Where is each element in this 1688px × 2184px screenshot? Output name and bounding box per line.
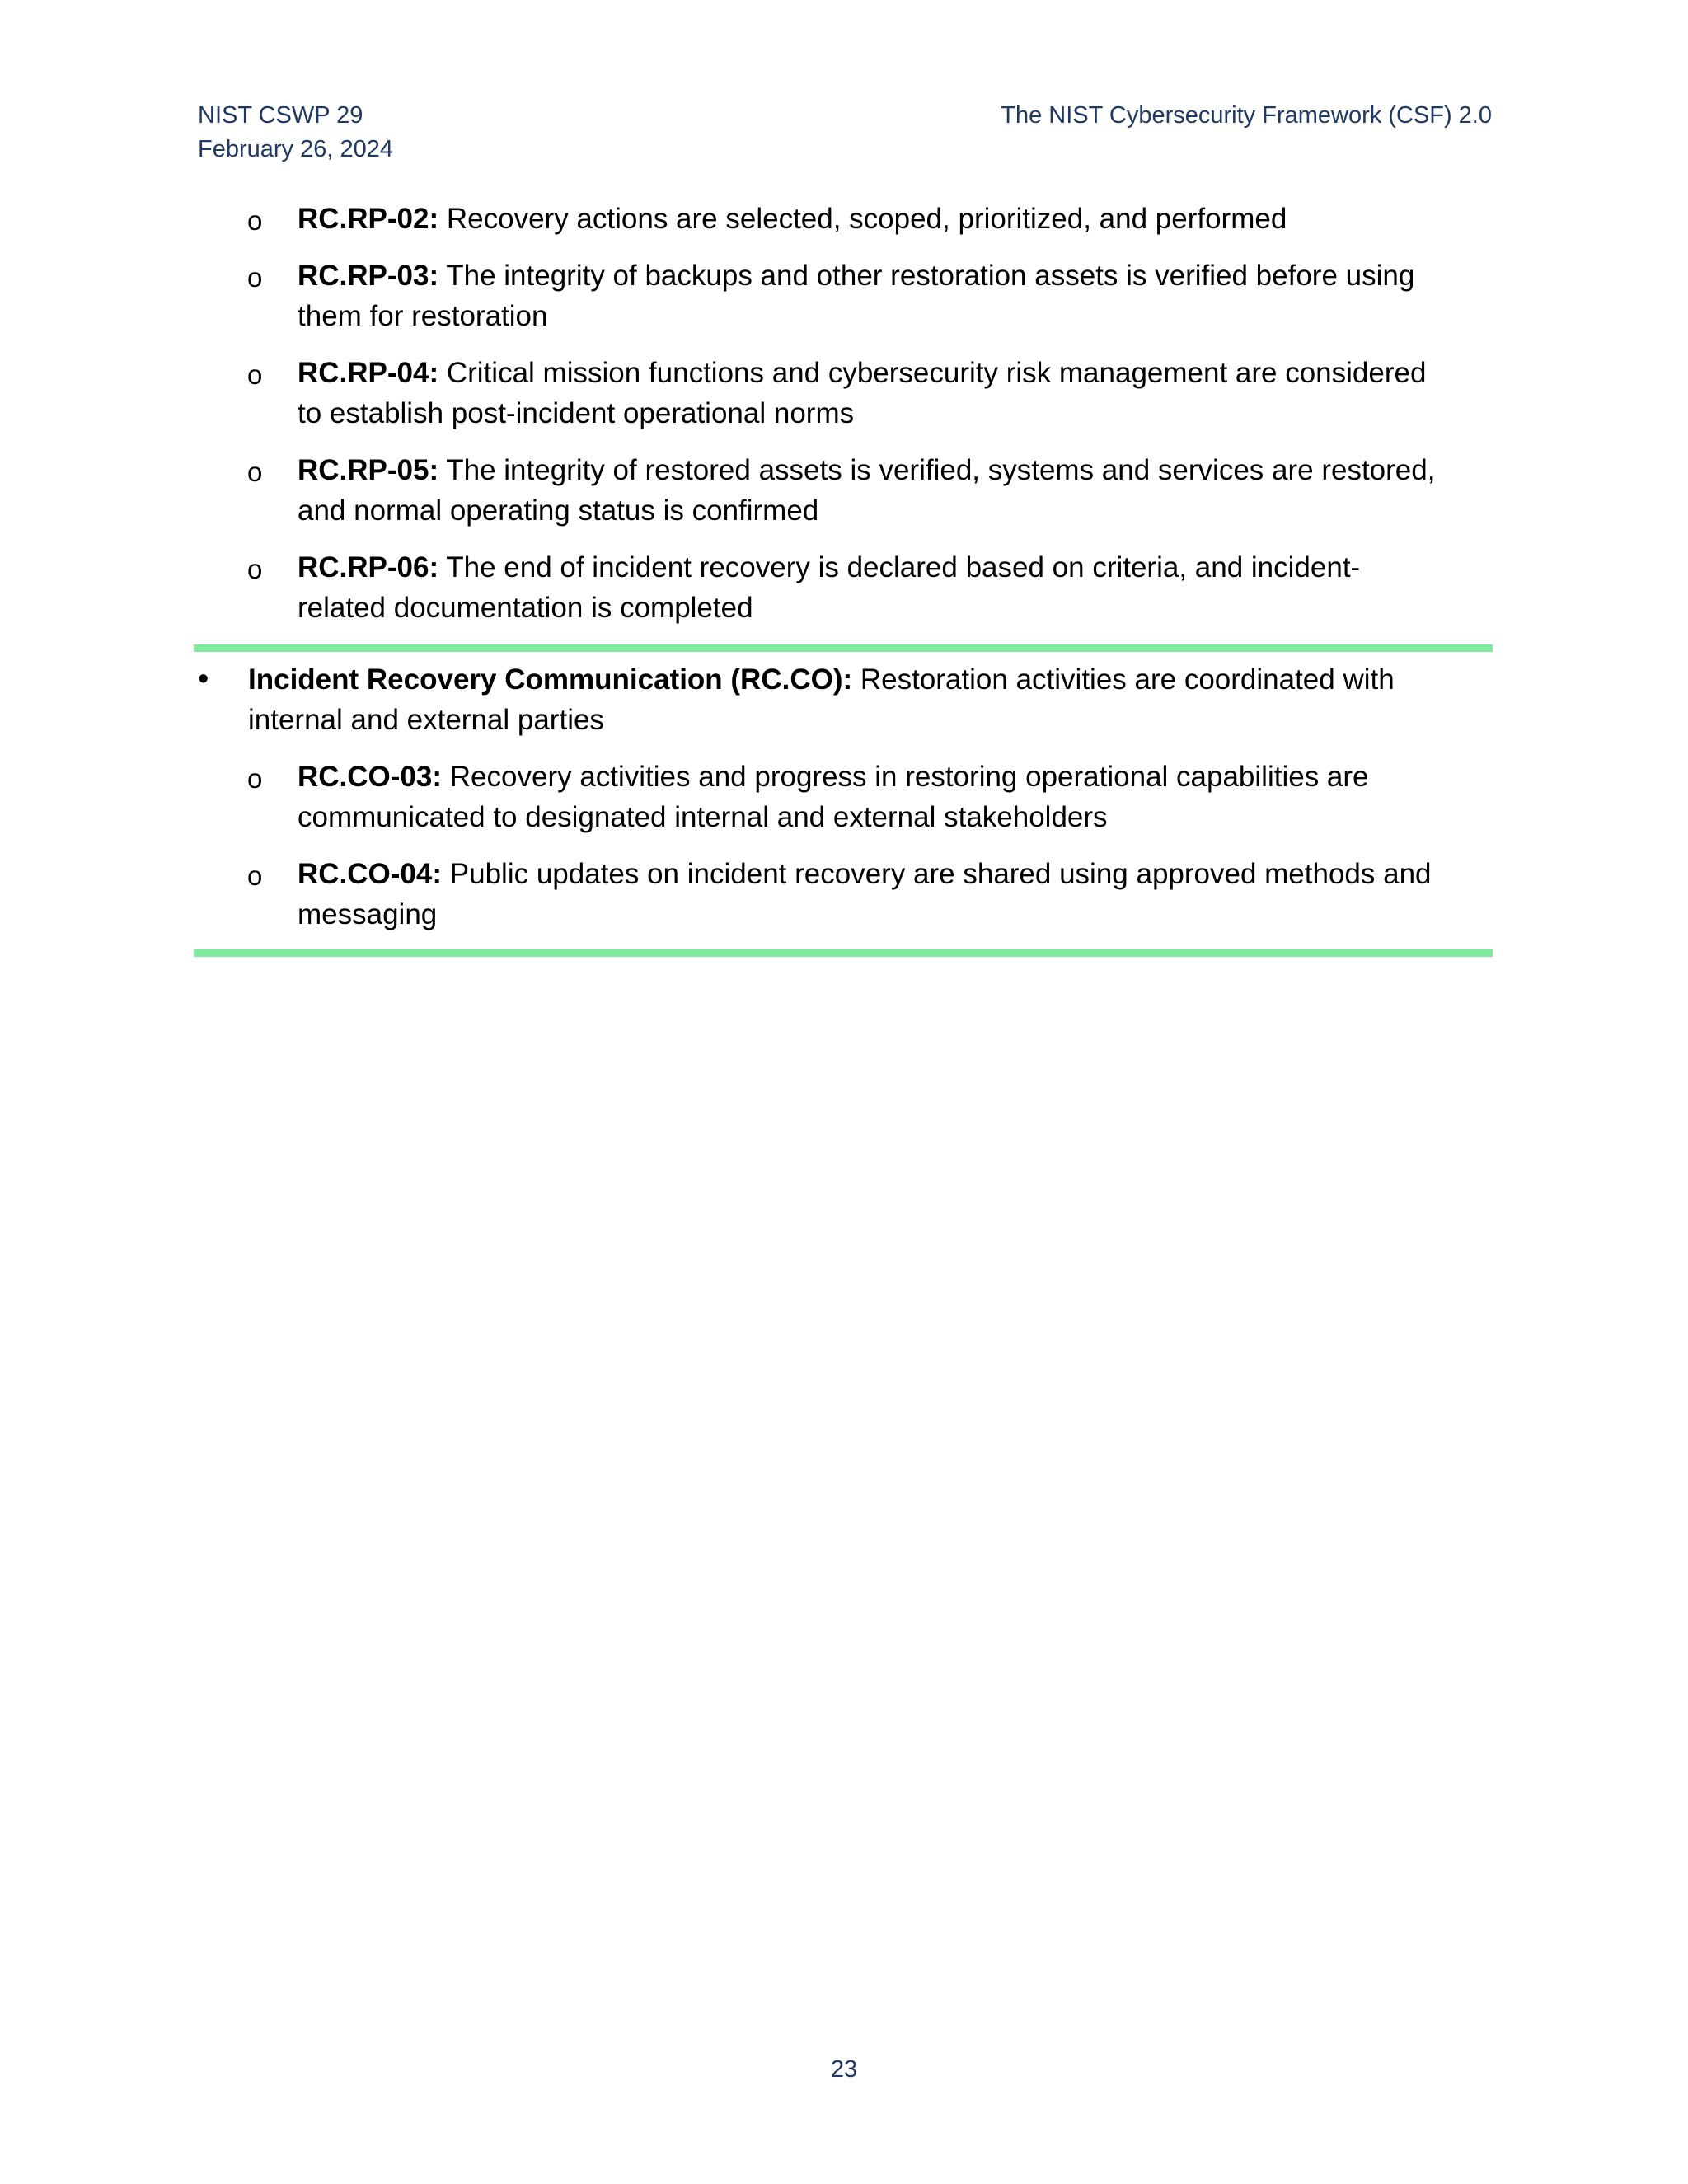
category-name: Incident Recovery Communication (RC.CO): xyxy=(248,663,853,696)
subcategory-id: RC.RP-05: xyxy=(298,454,439,486)
subcategory-line-1 xyxy=(298,757,1369,797)
sub-bullet-marker: o xyxy=(247,457,263,487)
subcategory-rc-co-03 xyxy=(298,757,1369,837)
subcategory-line-1 xyxy=(298,450,1435,490)
subcategory-line-2: communicated to designated internal and external stakeholders xyxy=(298,801,1108,833)
subcategory-id: RC.RP-03: xyxy=(298,260,439,292)
sub-bullet-marker: o xyxy=(247,205,263,236)
subcategory-line-1 xyxy=(298,547,1360,588)
subcategory-rc-rp-04 xyxy=(298,353,1426,434)
subcategory-line-2: them for restoration xyxy=(298,300,548,332)
subcategory-rc-co-04 xyxy=(298,854,1432,935)
subcategory-rc-rp-05 xyxy=(298,450,1435,531)
category-bullet-marker: • xyxy=(198,662,209,696)
subcategory-line-1 xyxy=(298,255,1414,296)
category-line-1 xyxy=(248,659,1395,700)
subcategory-id: RC.RP-02: xyxy=(298,203,439,235)
subcategory-id: RC.RP-04: xyxy=(298,357,439,389)
category-divider xyxy=(194,949,1493,957)
document-date: February 26, 2024 xyxy=(198,136,393,162)
document-title: The NIST Cybersecurity Framework (CSF) 2.0 xyxy=(1001,102,1492,129)
subcategory-rc-rp-03 xyxy=(298,255,1414,336)
subcategory-id: RC.CO-04: xyxy=(298,858,443,890)
category-text: Restoration activities are coordinated with xyxy=(860,663,1395,696)
subcategory-line-2: and normal operating status is confirmed xyxy=(298,494,819,527)
subcategory-text: Recovery actions are selected, scoped, prioritized, and performed xyxy=(446,203,1287,235)
subcategory-text: The integrity of restored assets is verified, systems and services are restored, xyxy=(446,454,1436,486)
subcategory-line-1 xyxy=(298,199,1287,239)
sub-bullet-marker: o xyxy=(247,763,263,794)
document-id: NIST CSWP 29 xyxy=(198,102,363,129)
subcategory-line-1 xyxy=(298,854,1432,894)
sub-bullet-marker: o xyxy=(247,860,263,891)
subcategory-text: Recovery activities and progress in restoring operational capabilities are xyxy=(449,761,1369,793)
subcategory-rc-rp-06 xyxy=(298,547,1360,628)
sub-bullet-marker: o xyxy=(247,359,263,390)
subcategory-line-2: related documentation is completed xyxy=(298,592,753,624)
subcategory-text: The integrity of backups and other restoration assets is verified before using xyxy=(446,260,1415,292)
subcategory-id: RC.CO-03: xyxy=(298,761,443,793)
subcategory-text: Critical mission functions and cybersecurity risk management are considered xyxy=(446,357,1427,389)
header-left xyxy=(198,99,393,166)
category-divider xyxy=(194,644,1493,652)
subcategory-line-2: to establish post-incident operational norms xyxy=(298,397,855,429)
subcategory-rc-rp-02 xyxy=(298,199,1287,239)
category-line-2: internal and external parties xyxy=(248,704,604,736)
subcategory-line-1 xyxy=(298,353,1426,393)
subcategory-line-2: messaging xyxy=(298,898,438,930)
subcategory-text: Public updates on incident recovery are shared using approved methods and xyxy=(449,858,1432,890)
sub-bullet-marker: o xyxy=(247,262,263,293)
subcategory-text: The end of incident recovery is declared based on criteria, and incident- xyxy=(446,551,1361,583)
subcategory-id: RC.RP-06: xyxy=(298,551,439,583)
page-number: 23 xyxy=(830,2056,858,2083)
sub-bullet-marker: o xyxy=(247,554,263,584)
category-rc-co xyxy=(248,659,1395,740)
